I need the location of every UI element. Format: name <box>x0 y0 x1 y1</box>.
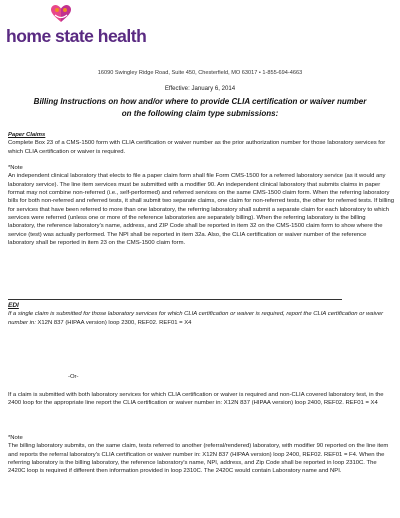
edi-heading: EDI <box>8 302 19 309</box>
effective-date: Effective: January 6, 2014 <box>164 85 236 92</box>
edi-combined-claim <box>8 391 394 408</box>
document-title: Billing Instructions on how and/or where to provide CLIA certification or waiver number on the following claim type submissions: <box>33 97 367 118</box>
paper-claims-heading: Paper Claims <box>8 132 46 138</box>
paper-claims-section <box>8 131 394 247</box>
or-separator: -Or- <box>68 374 79 380</box>
edi-text1-italic: If a single claim is submitted for those laboratory services for which CLIA certification or waiver is required, report the CLIA certification or waiver number in: <box>8 311 384 326</box>
paper-claims-text: Complete Box 23 of a CMS-1500 form with CLIA certification or waiver number as the prior authorization number for those laboratory services for which CLIA certification or waiver is required. <box>8 140 386 155</box>
home-state-health-logo <box>6 4 146 52</box>
paper-claims-note-text: An independent clinical laboratory that elects to file a paper claim form shall file Form CMS-1500 for a referred laboratory service (as it would any laboratory service). The line item services must be submitted with a modifier 90. An independent clinical laboratory that submits claims in paper format may not combine non-referred (i.e., self-performed) and referred services on the same CMS-1500 claim form. When the referring laboratory bills for both non-referred and referred tests, it shall submit two separate claims, one claim for non-referred tests, the other for referred tests. If billing for services that have been referred to more than one laboratory, the referring laboratory shall submit a separate claim for each laboratory to which services were referred (unless one or more of the reference laboratories are separately billing). When the referring laboratory is the billing laboratory, the reference laboratory's name, address, and ZIP Code shall be reported in item 32 on the CMS-1500 claim form to show where the service (test) was actually performed. The NPI shall be reported in item 32a. Also, the CLIA certification or waiver number of the reference laboratory shall be reported in item 23 on the CMS-1500 claim form. <box>8 173 395 247</box>
logo-wordmark: home state health <box>6 26 147 46</box>
paper-claims-note-label: *Note <box>8 165 23 172</box>
section-divider <box>8 299 342 300</box>
edi-note-label: *Note <box>8 435 23 441</box>
address-line: 16090 Swingley Ridge Road, Suite 450, Chesterfield, MO 63017 • 1-855-694-4663 <box>97 70 303 76</box>
edi-note-text: The billing laboratory submits, on the same claim, tests referred to another (referral/rendered) laboratory, with modifier 90 reported on the line item and reports the referral laboratory's CLIA certification or waiver number in: X12N 837 (HIPAA version) loop 2400, REF02. REF01 = F4. When the referring laboratory is the billing laboratory, the reference laboratory's name, NPI, address, and Zip Code shall be reported in loop 2310C. The 2420C loop is required if different then information provided in loop 2310C. The 2420C would contain Laboratory name and NPI. <box>8 443 389 475</box>
heart-people-icon <box>50 4 72 24</box>
edi-text2: If a claim is submitted with both laboratory services for which CLIA certification or waiver is required and non-CLIA covered laboratory test, in the 2400 loop for the appropriate line report the CLIA certification or waiver number in: X12N 837 (HIPAA version) loop 2400, REF02. REF01 = X4 <box>8 392 384 407</box>
edi-note-section <box>8 434 394 476</box>
edi-text1-plain: X12N 837 (HIPAA version) loop 2300, REF02. REF01 = X4 <box>35 319 192 326</box>
edi-section <box>8 302 394 327</box>
